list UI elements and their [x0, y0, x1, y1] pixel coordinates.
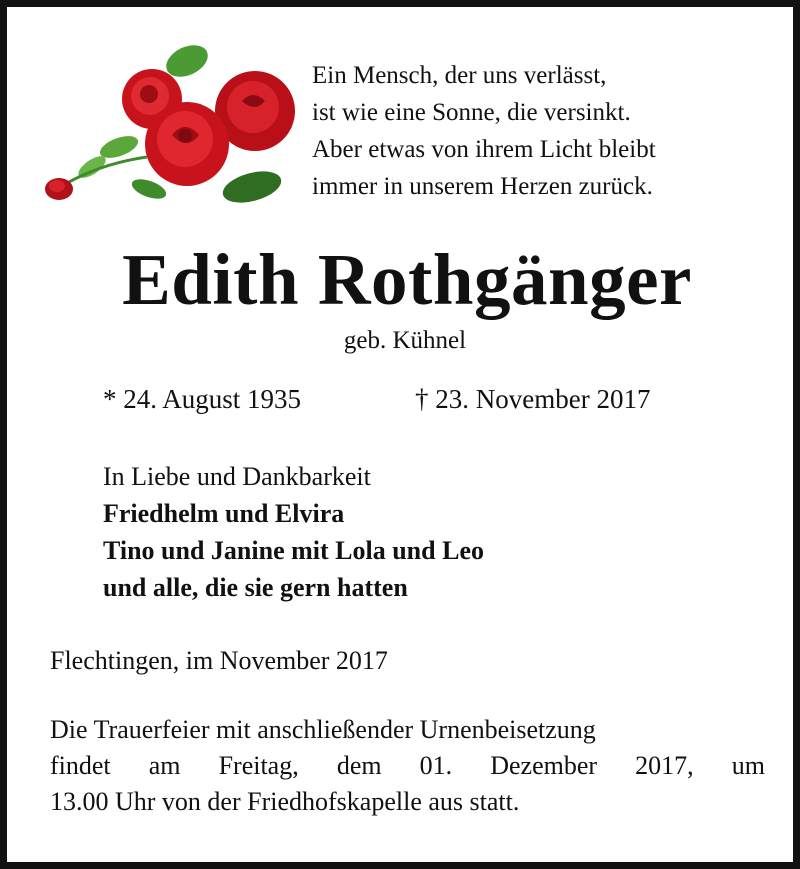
service-line: 13.00 Uhr von der Friedhofskapelle aus statt. [50, 787, 520, 816]
red-roses-icon [37, 39, 302, 209]
mourner-line: Tino und Janine mit Lola und Leo [103, 536, 484, 565]
birth-date: * 24. August 1935 [103, 384, 302, 414]
mourner-line: Friedhelm und Elvira [103, 499, 345, 528]
poem-line: ist wie eine Sonne, die versinkt. [312, 99, 631, 126]
service-line-justified [50, 748, 765, 784]
death-date: † 23. November 2017 [415, 384, 651, 414]
mourners [103, 458, 484, 606]
service-word: um [731, 751, 765, 780]
place-date: Flechtingen, im November 2017 [50, 646, 388, 675]
poem-line: immer in unserem Herzen zurück. [312, 173, 653, 200]
service-word: 2017, [635, 751, 694, 780]
poem-line: Ein Mensch, der uns verlässt, [312, 62, 607, 89]
service-line: Die Trauerfeier mit anschließender Urnenbeisetzung [50, 715, 596, 744]
funeral-service-info [50, 712, 765, 820]
poem-line: Aber etwas von ihrem Licht bleibt [312, 136, 656, 163]
service-word: findet [50, 751, 111, 780]
mourner-line: und alle, die sie gern hatten [103, 573, 408, 602]
service-word: 01. [419, 751, 453, 780]
poem [312, 57, 782, 205]
service-word: am [148, 751, 181, 780]
deceased-name: Edith Rothgänger [122, 239, 692, 320]
maiden-name [7, 325, 800, 357]
service-word: dem [336, 751, 382, 780]
mourners-intro: In Liebe und Dankbarkeit [103, 462, 371, 491]
service-word: Freitag, [218, 751, 299, 780]
maiden-name-text: geb. Kühnel [343, 327, 467, 354]
service-word: Dezember [490, 751, 598, 780]
